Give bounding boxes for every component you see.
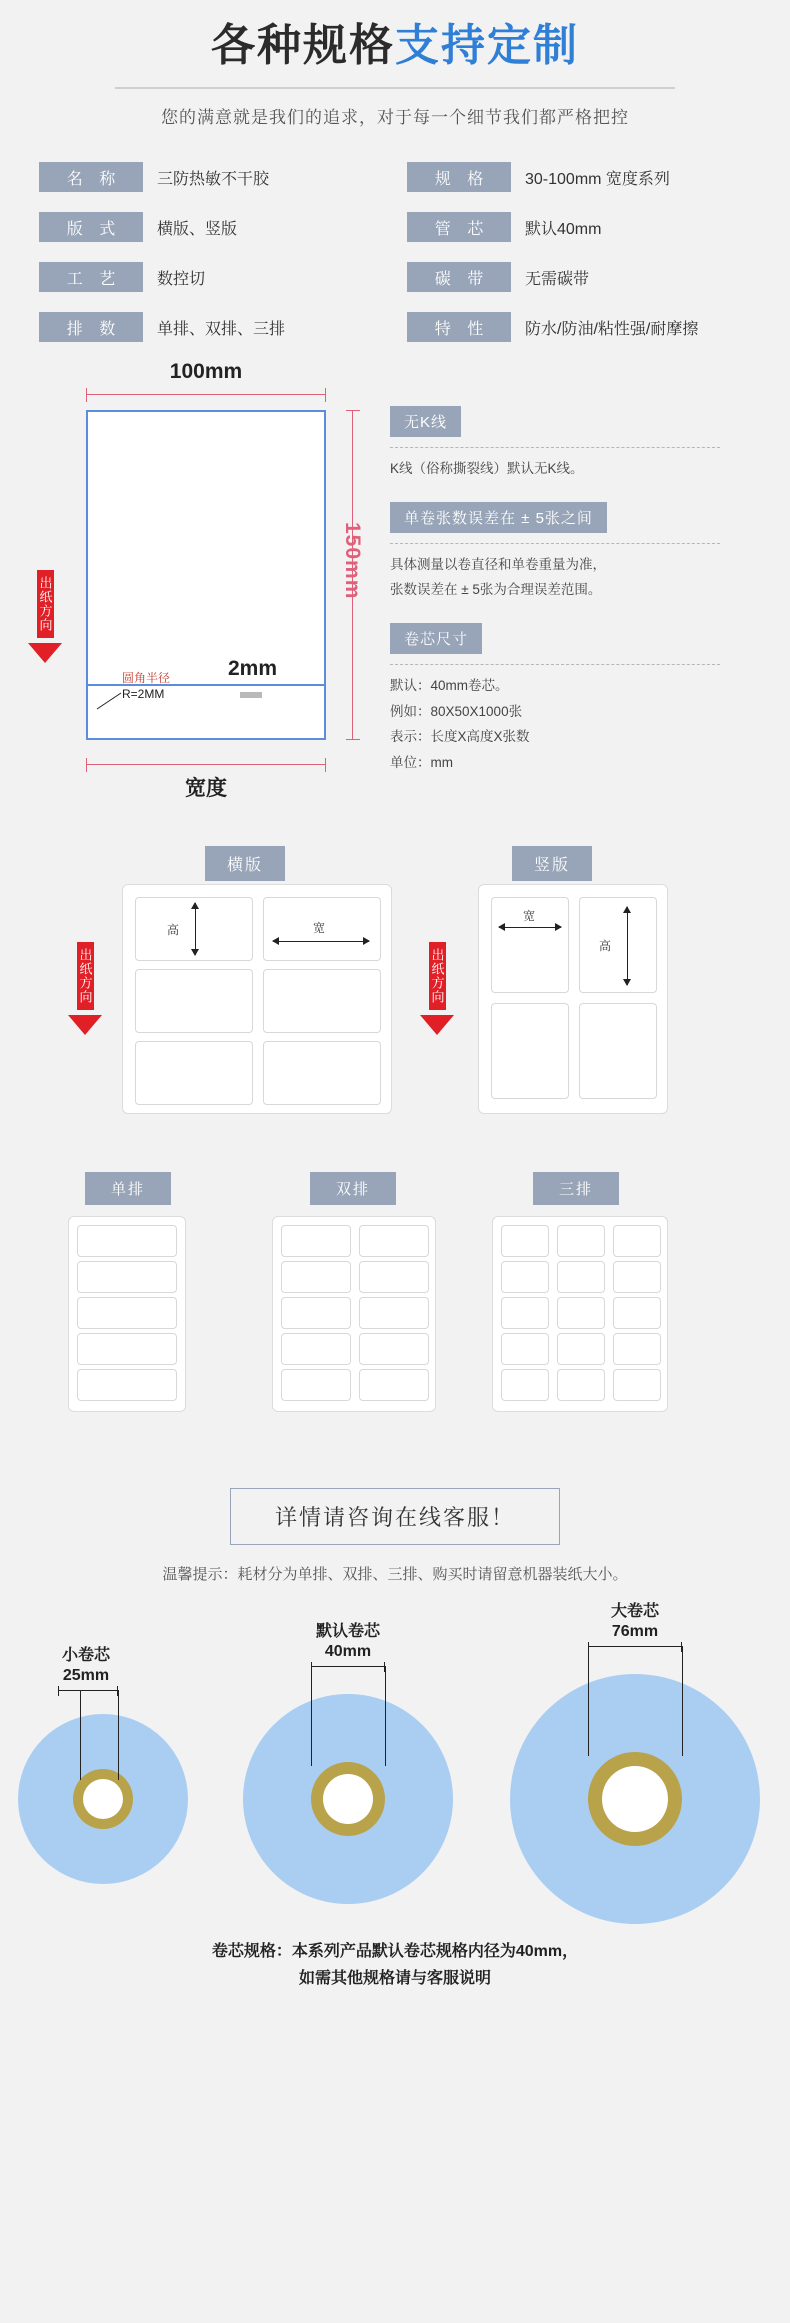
label-cell	[359, 1297, 429, 1329]
arrow-down-icon	[28, 643, 62, 663]
row-tag-triple: 三排	[533, 1172, 619, 1205]
spec-key: 规 格	[407, 162, 511, 192]
label-cell	[359, 1225, 429, 1257]
spec-key: 版 式	[39, 212, 143, 242]
core-leader-default	[311, 1666, 312, 1766]
core-hole-small	[83, 1779, 123, 1819]
arrow-down-icon	[68, 1015, 102, 1035]
corner-radius-note	[122, 670, 170, 702]
note-tag: 无K线	[390, 406, 461, 437]
spec-row	[407, 212, 751, 242]
label-cell	[77, 1261, 177, 1293]
spec-table	[39, 162, 751, 342]
label-cell	[557, 1261, 605, 1293]
core-footer-note	[0, 1938, 790, 1992]
label-dimension-diagram	[0, 360, 790, 842]
arrow-down-icon	[623, 979, 631, 986]
paper-direction-label: 出纸方向	[77, 942, 94, 1010]
label-cell	[281, 1369, 351, 1401]
bottom-dimension-label: 宽度	[185, 777, 227, 800]
label-cell	[613, 1369, 661, 1401]
height-arrow-label: 高	[167, 923, 180, 937]
double-row-panel	[272, 1216, 436, 1412]
label-cell	[77, 1297, 177, 1329]
core-footer-value: 本系列产品默认卷芯规格内径为40mm，	[291, 1943, 579, 1960]
spec-value: 单排、双排、三排	[157, 320, 286, 338]
vertical-layout-panel	[478, 884, 668, 1114]
tick	[346, 739, 360, 740]
spec-value: 数控切	[157, 270, 206, 288]
page-title-dark: 各种规格	[211, 21, 395, 70]
arrow-down-icon	[191, 949, 199, 956]
label-cell	[263, 969, 381, 1033]
height-arrow	[627, 907, 628, 985]
label-cell	[281, 1333, 351, 1365]
orientation-section	[0, 846, 790, 1166]
width-arrow-label: 宽	[523, 909, 536, 923]
corner-radius-title: 圆角半径	[122, 671, 171, 685]
label-cell	[281, 1225, 351, 1257]
triple-row-panel	[492, 1216, 668, 1412]
note-divider	[390, 543, 720, 544]
arrow-right-icon	[363, 937, 370, 945]
corner-radius-value: R=2MM	[122, 687, 165, 702]
tick	[325, 388, 326, 402]
page-title-blue: 支持定制	[395, 21, 579, 70]
row-count-section	[0, 1172, 790, 1472]
note-text: 例如：80X50X1000张	[390, 703, 523, 719]
core-label-large	[570, 1602, 700, 1642]
core-leader-small	[80, 1690, 81, 1780]
core-dim-large	[588, 1646, 682, 1647]
spec-value: 默认40mm	[525, 220, 602, 238]
core-size-section	[0, 1602, 790, 1932]
paper-direction-arrow	[28, 570, 62, 663]
note-block	[390, 406, 720, 482]
label-cell	[557, 1297, 605, 1329]
horizontal-layout-panel	[122, 884, 392, 1114]
label-cell	[359, 1333, 429, 1365]
page-header	[0, 0, 790, 128]
tick	[58, 1686, 59, 1696]
spec-value: 30-100mm 宽度系列	[525, 170, 670, 188]
spec-value: 无需碳带	[525, 270, 590, 288]
paper-direction-label: 出纸方向	[429, 942, 446, 1010]
spec-key: 特 性	[407, 312, 511, 342]
label-cell	[281, 1261, 351, 1293]
label-cell	[77, 1333, 177, 1365]
page-title	[0, 18, 790, 73]
width-arrow	[499, 927, 561, 928]
arrow-left-icon	[498, 923, 505, 931]
notes-panel	[390, 406, 720, 795]
core-hole-large	[602, 1766, 668, 1832]
core-size-small: 25mm	[62, 1667, 110, 1684]
paper-direction-label: 出纸方向	[37, 570, 54, 638]
label-cell	[557, 1333, 605, 1365]
label-cell	[501, 1261, 549, 1293]
spec-key: 工 艺	[39, 262, 143, 292]
note-block	[390, 502, 720, 603]
tick	[325, 758, 326, 772]
online-service-button[interactable]: 详情请咨询在线客服！	[230, 1488, 560, 1545]
arrow-up-icon	[623, 906, 631, 913]
core-leader-default-2	[385, 1666, 386, 1766]
label-cell	[579, 1003, 657, 1099]
core-leader-small-2	[118, 1690, 119, 1780]
width-dimension-line	[86, 394, 326, 395]
note-text: 表示：长度X高度X张数	[390, 729, 530, 745]
spec-row	[39, 212, 383, 242]
paper-direction-arrow-vertical	[420, 942, 454, 1035]
tick	[346, 410, 360, 411]
note-text: 张数误差在 ± 5张为合理误差范围。	[390, 582, 602, 598]
page-subtitle: 您的满意就是我们的追求，对于每一个细节我们都严格把控	[161, 108, 629, 127]
label-cell	[263, 1041, 381, 1105]
label-cell	[557, 1369, 605, 1401]
core-label-default	[283, 1622, 413, 1662]
label-cell	[501, 1225, 549, 1257]
note-block	[390, 623, 720, 776]
note-text: 单位：mm	[390, 754, 453, 770]
core-size-large: 76mm	[611, 1623, 659, 1640]
bottom-dimension-line	[86, 764, 326, 765]
spec-row	[407, 262, 751, 292]
core-label-small	[38, 1646, 134, 1686]
core-footer-key: 卷芯规格：	[211, 1943, 292, 1960]
spec-row	[39, 312, 383, 342]
tick	[86, 388, 87, 402]
label-cell	[613, 1225, 661, 1257]
width-arrow-label: 宽	[313, 921, 326, 935]
label-cell	[579, 897, 657, 993]
label-cell	[501, 1297, 549, 1329]
label-cell	[77, 1225, 177, 1257]
corner-radius-leader-icon	[96, 692, 122, 710]
core-size-default: 40mm	[324, 1643, 372, 1660]
height-arrow-label: 高	[599, 939, 612, 953]
spec-row	[407, 312, 751, 342]
tick	[86, 758, 87, 772]
spec-value: 防水/防油/粘性强/耐摩擦	[525, 320, 699, 338]
spec-key: 碳 带	[407, 262, 511, 292]
core-dim-default	[311, 1666, 385, 1667]
note-divider	[390, 447, 720, 448]
warm-tip-text: 温馨提示：耗材分为单排、双排、三排、购买时请留意机器装纸大小。	[162, 1566, 628, 1583]
spec-key: 管 芯	[407, 212, 511, 242]
core-hole-default	[323, 1774, 373, 1824]
height-dimension-label: 150mm	[341, 522, 364, 600]
arrow-up-icon	[191, 902, 199, 909]
label-cell	[491, 1003, 569, 1099]
label-cell	[613, 1297, 661, 1329]
width-arrow	[273, 941, 369, 942]
label-cell	[359, 1261, 429, 1293]
label-cell	[501, 1333, 549, 1365]
core-dim-small	[58, 1690, 118, 1691]
core-leader-large	[588, 1646, 589, 1756]
note-text: 具体测量以卷直径和单卷重量为准，	[390, 556, 606, 572]
core-leader-large-2	[682, 1646, 683, 1756]
core-footer-line2: 如需其他规格请与客服说明	[298, 1970, 491, 1988]
single-row-panel	[68, 1216, 186, 1412]
gap-dimension-mark	[240, 692, 262, 698]
label-cell	[135, 1041, 253, 1105]
label-cell	[359, 1369, 429, 1401]
label-cell	[557, 1225, 605, 1257]
orientation-tag-horizontal: 横版	[205, 846, 285, 881]
spec-row	[39, 162, 383, 192]
core-name-small: 小卷芯	[61, 1647, 110, 1664]
spec-key: 排 数	[39, 312, 143, 342]
label-cell	[501, 1369, 549, 1401]
spec-key: 名 称	[39, 162, 143, 192]
core-name-default: 默认卷芯	[315, 1623, 380, 1640]
orientation-tag-vertical: 竖版	[512, 846, 592, 881]
core-footer-line1	[0, 1938, 790, 1965]
core-name-large: 大卷芯	[610, 1603, 659, 1620]
spec-row	[39, 262, 383, 292]
note-tag: 单卷张数误差在 ± 5张之间	[390, 502, 607, 533]
title-divider	[115, 87, 675, 89]
width-dimension-label: 100mm	[169, 360, 243, 383]
height-arrow	[195, 903, 196, 955]
label-cell	[135, 969, 253, 1033]
note-divider	[390, 664, 720, 665]
label-cell	[281, 1297, 351, 1329]
arrow-left-icon	[272, 937, 279, 945]
label-cell	[613, 1333, 661, 1365]
spec-value: 横版、竖版	[157, 220, 238, 238]
note-tag: 卷芯尺寸	[390, 623, 482, 654]
spec-value: 三防热敏不干胶	[157, 170, 270, 188]
note-text: 默认：40mm卷芯。	[390, 677, 509, 693]
spec-row	[407, 162, 751, 192]
paper-direction-arrow-horizontal	[68, 942, 102, 1035]
label-cell	[77, 1369, 177, 1401]
row-tag-single: 单排	[85, 1172, 171, 1205]
note-text: K线（俗称撕裂线）默认无K线。	[390, 461, 584, 476]
arrow-right-icon	[555, 923, 562, 931]
gap-dimension-label: 2mm	[228, 657, 278, 680]
row-tag-double: 双排	[310, 1172, 396, 1205]
label-cell	[613, 1261, 661, 1293]
arrow-down-icon	[420, 1015, 454, 1035]
